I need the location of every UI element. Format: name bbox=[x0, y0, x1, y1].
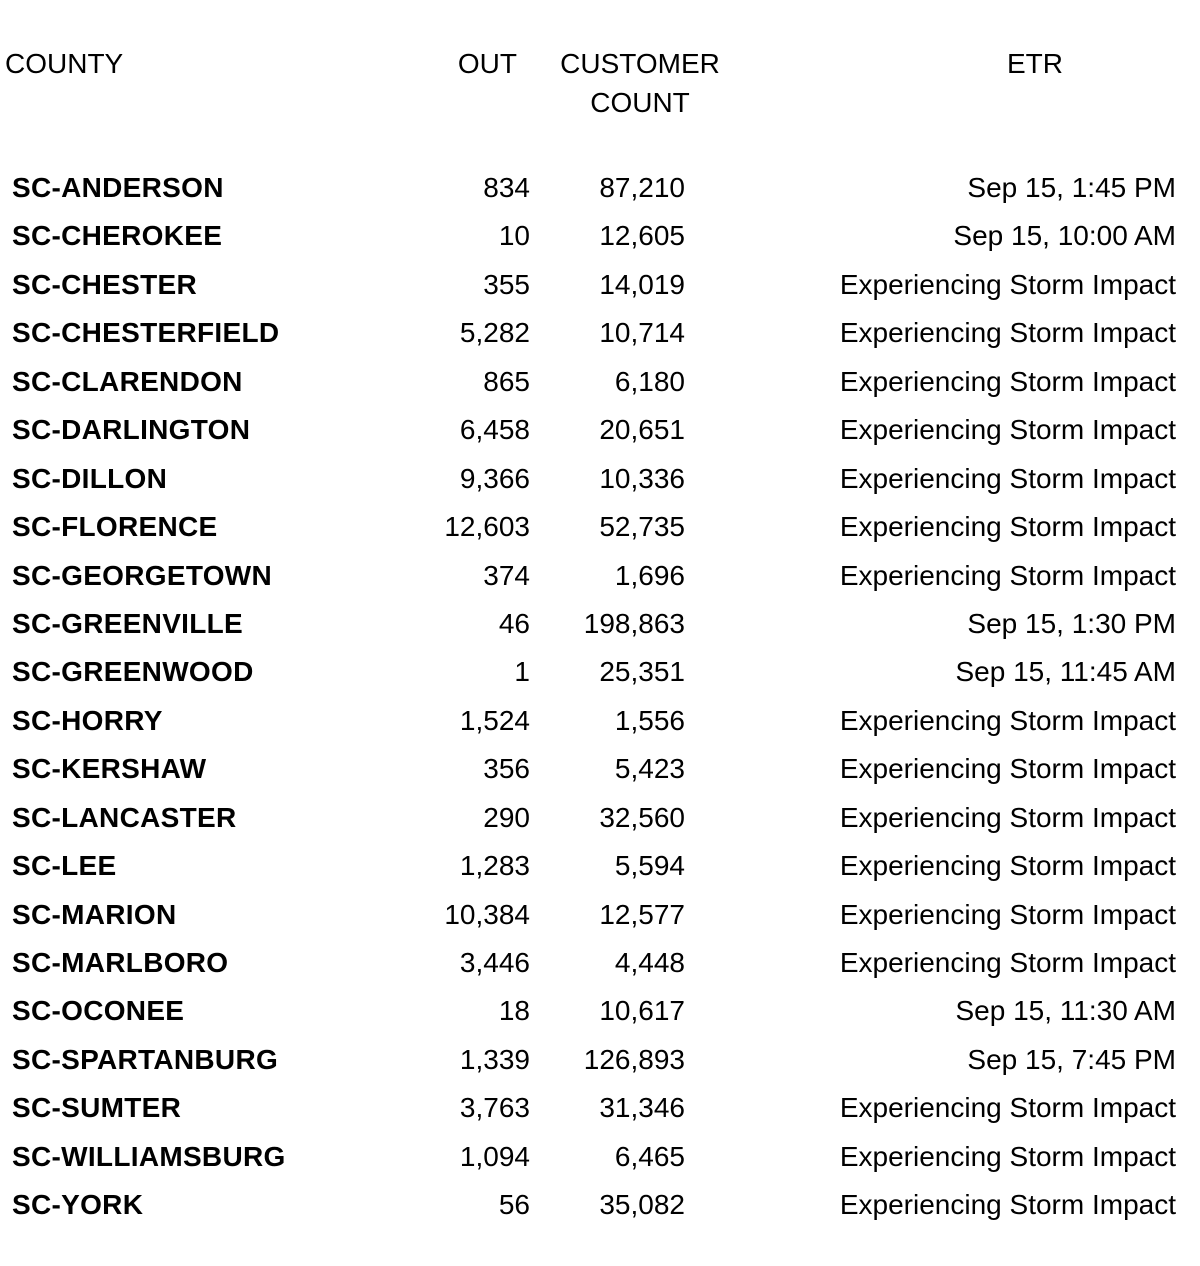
county-cell: SC-OCONEE bbox=[12, 995, 185, 1027]
out-cell: 834 bbox=[483, 172, 530, 203]
county-cell: SC-DILLON bbox=[12, 462, 168, 494]
table-row bbox=[0, 891, 1200, 939]
customer-count-cell: 20,651 bbox=[599, 414, 685, 446]
county-cell: SC-SPARTANBURG bbox=[12, 1043, 279, 1075]
county-cell: SC-DARLINGTON bbox=[12, 414, 251, 446]
etr-cell: Sep 15, 10:00 AM bbox=[953, 220, 1176, 252]
column-header-customer-count: CUSTOMER COUNT bbox=[560, 48, 720, 118]
etr-cell: Experiencing Storm Impact bbox=[839, 365, 1176, 397]
county-cell: SC-GREENWOOD bbox=[12, 656, 254, 688]
customer-count-cell: 5,423 bbox=[614, 753, 685, 785]
table-row bbox=[0, 794, 1200, 842]
out-cell: 1,283 bbox=[459, 850, 530, 882]
customer-count-cell: 198,863 bbox=[583, 607, 685, 639]
column-header-etr: ETR bbox=[1007, 48, 1063, 79]
customer-count-cell: 10,617 bbox=[599, 995, 685, 1027]
etr-cell: Sep 15, 1:45 PM bbox=[967, 172, 1176, 203]
county-cell: SC-LANCASTER bbox=[12, 801, 237, 833]
out-cell: 46 bbox=[498, 607, 530, 639]
etr-cell: Experiencing Storm Impact bbox=[839, 1140, 1176, 1172]
etr-cell: Experiencing Storm Impact bbox=[839, 898, 1176, 930]
out-cell: 1,094 bbox=[459, 1140, 530, 1172]
etr-cell: Experiencing Storm Impact bbox=[839, 268, 1176, 300]
etr-cell: Experiencing Storm Impact bbox=[839, 1189, 1176, 1221]
etr-cell: Experiencing Storm Impact bbox=[839, 704, 1176, 736]
column-header-county: COUNTY bbox=[5, 48, 124, 79]
etr-cell: Experiencing Storm Impact bbox=[839, 850, 1176, 882]
customer-count-cell: 35,082 bbox=[599, 1189, 685, 1221]
table-header bbox=[0, 44, 1200, 134]
etr-cell: Experiencing Storm Impact bbox=[839, 559, 1176, 591]
county-cell: SC-CHESTER bbox=[12, 268, 198, 300]
county-cell: SC-GREENVILLE bbox=[12, 607, 244, 639]
out-cell: 10 bbox=[498, 220, 530, 252]
etr-cell: Experiencing Storm Impact bbox=[839, 462, 1176, 494]
etr-cell: Experiencing Storm Impact bbox=[839, 511, 1176, 543]
etr-cell: Experiencing Storm Impact bbox=[839, 1092, 1176, 1124]
county-cell: SC-HORRY bbox=[12, 704, 163, 736]
county-cell: SC-YORK bbox=[12, 1189, 144, 1221]
table-row bbox=[0, 309, 1200, 357]
out-cell: 56 bbox=[498, 1189, 530, 1221]
table-row bbox=[0, 455, 1200, 503]
out-cell: 865 bbox=[483, 365, 530, 397]
county-cell: SC-MARLBORO bbox=[12, 947, 229, 978]
out-cell: 355 bbox=[483, 268, 530, 300]
etr-cell: Experiencing Storm Impact bbox=[839, 317, 1176, 349]
out-cell: 6,458 bbox=[459, 414, 530, 446]
table-row bbox=[0, 1133, 1200, 1181]
out-cell: 5,282 bbox=[459, 317, 530, 349]
table-row bbox=[0, 164, 1200, 212]
customer-count-cell: 31,346 bbox=[599, 1092, 685, 1124]
customer-count-cell: 87,210 bbox=[599, 172, 685, 203]
customer-count-cell: 1,696 bbox=[614, 559, 685, 591]
table-body bbox=[0, 164, 1200, 1230]
customer-count-cell: 6,180 bbox=[614, 365, 685, 397]
etr-cell: Sep 15, 1:30 PM bbox=[967, 607, 1176, 639]
out-cell: 1,339 bbox=[459, 1043, 530, 1075]
customer-count-cell: 126,893 bbox=[583, 1043, 685, 1075]
table-row bbox=[0, 358, 1200, 406]
county-cell: SC-SUMTER bbox=[12, 1092, 182, 1124]
out-cell: 18 bbox=[498, 995, 530, 1027]
out-cell: 10,384 bbox=[444, 898, 530, 930]
county-cell: SC-ANDERSON bbox=[12, 172, 224, 203]
county-cell: SC-CLARENDON bbox=[12, 365, 243, 397]
customer-count-cell: 14,019 bbox=[599, 268, 685, 300]
etr-cell: Sep 15, 11:30 AM bbox=[955, 995, 1176, 1027]
table-row bbox=[0, 261, 1200, 309]
out-cell: 3,763 bbox=[459, 1092, 530, 1124]
customer-count-cell: 32,560 bbox=[599, 801, 685, 833]
etr-cell: Experiencing Storm Impact bbox=[839, 414, 1176, 446]
out-cell: 356 bbox=[483, 753, 530, 785]
table-row bbox=[0, 648, 1200, 696]
county-cell: SC-CHESTERFIELD bbox=[12, 317, 280, 349]
county-cell: SC-LEE bbox=[12, 850, 117, 882]
table-row bbox=[0, 745, 1200, 793]
customer-count-cell: 12,577 bbox=[599, 898, 685, 930]
customer-count-cell: 25,351 bbox=[599, 656, 685, 688]
customer-count-cell: 6,465 bbox=[614, 1140, 685, 1172]
column-header-out: OUT bbox=[457, 48, 517, 79]
etr-cell: Sep 15, 7:45 PM bbox=[967, 1043, 1176, 1075]
county-cell: SC-MARION bbox=[12, 898, 177, 930]
table-row bbox=[0, 600, 1200, 648]
county-cell: SC-WILLIAMSBURG bbox=[12, 1140, 286, 1172]
county-cell: SC-KERSHAW bbox=[12, 753, 207, 785]
county-cell: SC-FLORENCE bbox=[12, 511, 218, 543]
table-row bbox=[0, 503, 1200, 551]
table-row bbox=[0, 1084, 1200, 1132]
table-row bbox=[0, 987, 1200, 1035]
table-row bbox=[0, 697, 1200, 745]
table-row bbox=[0, 406, 1200, 454]
out-cell: 374 bbox=[483, 559, 530, 591]
table-row bbox=[0, 1036, 1200, 1084]
etr-cell: Sep 15, 11:45 AM bbox=[955, 656, 1176, 688]
table-row bbox=[0, 1181, 1200, 1229]
county-cell: SC-CHEROKEE bbox=[12, 220, 223, 252]
customer-count-cell: 5,594 bbox=[614, 850, 685, 882]
table-row bbox=[0, 939, 1200, 987]
out-cell: 9,366 bbox=[459, 462, 530, 494]
out-cell: 1 bbox=[514, 656, 530, 688]
customer-count-cell: 10,714 bbox=[599, 317, 685, 349]
county-cell: SC-GEORGETOWN bbox=[12, 559, 273, 591]
out-cell: 290 bbox=[483, 801, 530, 833]
customer-count-cell: 10,336 bbox=[599, 462, 685, 494]
customer-count-cell: 4,448 bbox=[614, 947, 685, 978]
out-cell: 3,446 bbox=[459, 947, 530, 978]
out-cell: 1,524 bbox=[459, 704, 530, 736]
customer-count-cell: 1,556 bbox=[614, 704, 685, 736]
out-cell: 12,603 bbox=[444, 511, 530, 543]
etr-cell: Experiencing Storm Impact bbox=[839, 753, 1176, 785]
table-row bbox=[0, 842, 1200, 890]
etr-cell: Experiencing Storm Impact bbox=[839, 801, 1176, 833]
customer-count-cell: 52,735 bbox=[599, 511, 685, 543]
etr-cell: Experiencing Storm Impact bbox=[839, 947, 1176, 978]
customer-count-cell: 12,605 bbox=[599, 220, 685, 252]
table-row bbox=[0, 212, 1200, 260]
table-row bbox=[0, 552, 1200, 600]
